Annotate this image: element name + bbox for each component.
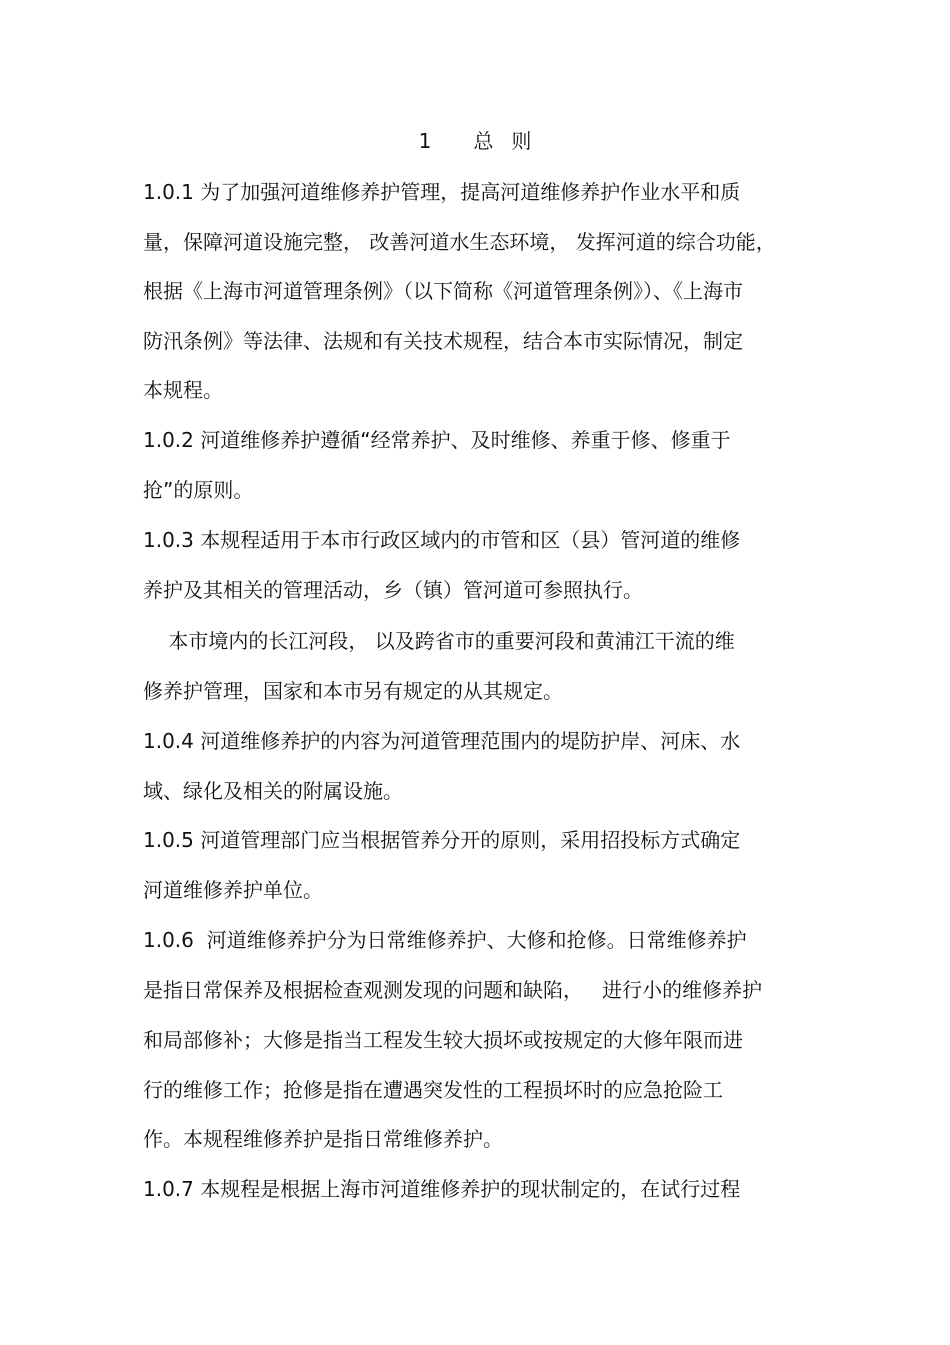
text-line: 养护及其相关的管理活动，乡（镇）管河道可参照执行。	[143, 578, 643, 602]
text-line: 行的维修工作；抢修是指在遭遇突发性的工程损坏时的应急抢险工	[143, 1078, 723, 1102]
chapter-title-char-2: 则	[511, 129, 532, 153]
text-line: 1.0.6 河道维修养护分为日常维修养护、大修和抢修。日常维修养护	[143, 928, 747, 952]
text-line: 是指日常保养及根据检查观测发现的问题和缺陷， 进行小的维修养护	[143, 978, 763, 1002]
text-line: 修养护管理，国家和本市另有规定的从其规定。	[143, 679, 563, 703]
text-line: 和局部修补；大修是指当工程发生较大损坏或按规定的大修年限而进	[143, 1028, 743, 1052]
chapter-title	[0, 126, 950, 156]
text-line: 根据《上海市河道管理条例》（以下简称《河道管理条例》）、《上海市	[143, 279, 743, 303]
text-line: 本规程。	[143, 378, 223, 402]
text-line: 量，保障河道设施完整， 改善河道水生态环境， 发挥河道的综合功能，	[143, 230, 776, 254]
text-line: 防汛条例》等法律、法规和有关技术规程，结合本市实际情况，制定	[143, 329, 743, 353]
text-line: 本市境内的长江河段， 以及跨省市的重要河段和黄浦江干流的维	[143, 629, 735, 653]
text-line: 1.0.1 为了加强河道维修养护管理，提高河道维修养护作业水平和质	[143, 180, 741, 204]
chapter-title-char-1: 总	[473, 129, 494, 153]
text-line: 1.0.5 河道管理部门应当根据管养分开的原则，采用招投标方式确定	[143, 828, 741, 852]
text-line: 1.0.3 本规程适用于本市行政区域内的市管和区（县）管河道的维修	[143, 528, 741, 552]
text-line: 作。本规程维修养护是指日常维修养护。	[143, 1127, 503, 1151]
text-line: 1.0.2 河道维修养护遵循“经常养护、及时维修、养重于修、修重于	[143, 428, 731, 452]
text-line: 域、绿化及相关的附属设施。	[143, 779, 403, 803]
text-line: 1.0.7 本规程是根据上海市河道维修养护的现状制定的，在试行过程	[143, 1177, 741, 1201]
text-line: 1.0.4 河道维修养护的内容为河道管理范围内的堤防护岸、河床、水	[143, 729, 741, 753]
text-line: 河道维修养护单位。	[143, 878, 323, 902]
text-line: 抢”的原则。	[143, 478, 254, 502]
chapter-number: 1	[418, 129, 432, 153]
